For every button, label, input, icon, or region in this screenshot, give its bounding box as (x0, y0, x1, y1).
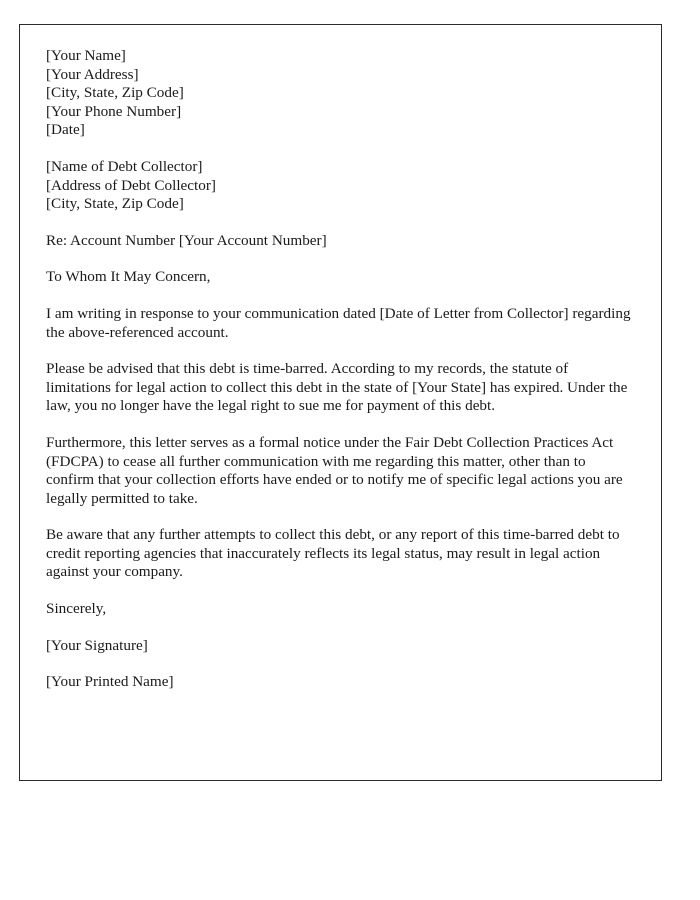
body-paragraph-3: Furthermore, this letter serves as a formal notice under the Fair Debt Collection Practices Act (FDCPA) to cease all further communication with me regarding this matter, other than to confirm that your collection efforts have ended or to notify me of specific legal actions you are legally permitted to take. (46, 433, 623, 507)
signature-placeholder: [Your Signature] (46, 636, 148, 654)
recipient-address-block (46, 158, 636, 214)
sender-line: [Your Address] (46, 65, 139, 83)
salutation: To Whom It May Concern, (46, 268, 211, 286)
recipient-line: [Name of Debt Collector] (46, 157, 203, 175)
subject-line: Re: Account Number [Your Account Number] (46, 231, 327, 249)
letter-page (19, 24, 662, 781)
sender-line: [Date] (46, 121, 85, 139)
recipient-line: [Address of Debt Collector] (46, 176, 216, 194)
body-paragraph-4: Be aware that any further attempts to collect this debt, or any report of this time-barred debt to credit reporting agencies that inaccurately reflects its legal status, may result in legal action against your company. (46, 526, 620, 581)
body-paragraph-2: Please be advised that this debt is time-barred. According to my records, the statute of limitations for legal action to collect this debt in the state of [Your State] has expired. Under the law, you no longer have the legal right to sue me for payment of this debt. (46, 360, 628, 415)
sender-line: [Your Name] (46, 47, 126, 64)
letter-content (20, 25, 661, 692)
sender-address-block (46, 47, 636, 140)
sender-line: [Your Phone Number] (46, 102, 182, 120)
closing-salutation: Sincerely, (46, 600, 107, 618)
printed-name-placeholder: [Your Printed Name] (46, 673, 174, 691)
body-paragraph-1: I am writing in response to your communication dated [Date of Letter from Collector] regarding the above-referenced account. (46, 304, 631, 341)
recipient-line: [City, State, Zip Code] (46, 195, 184, 213)
sender-line: [City, State, Zip Code] (46, 84, 184, 102)
